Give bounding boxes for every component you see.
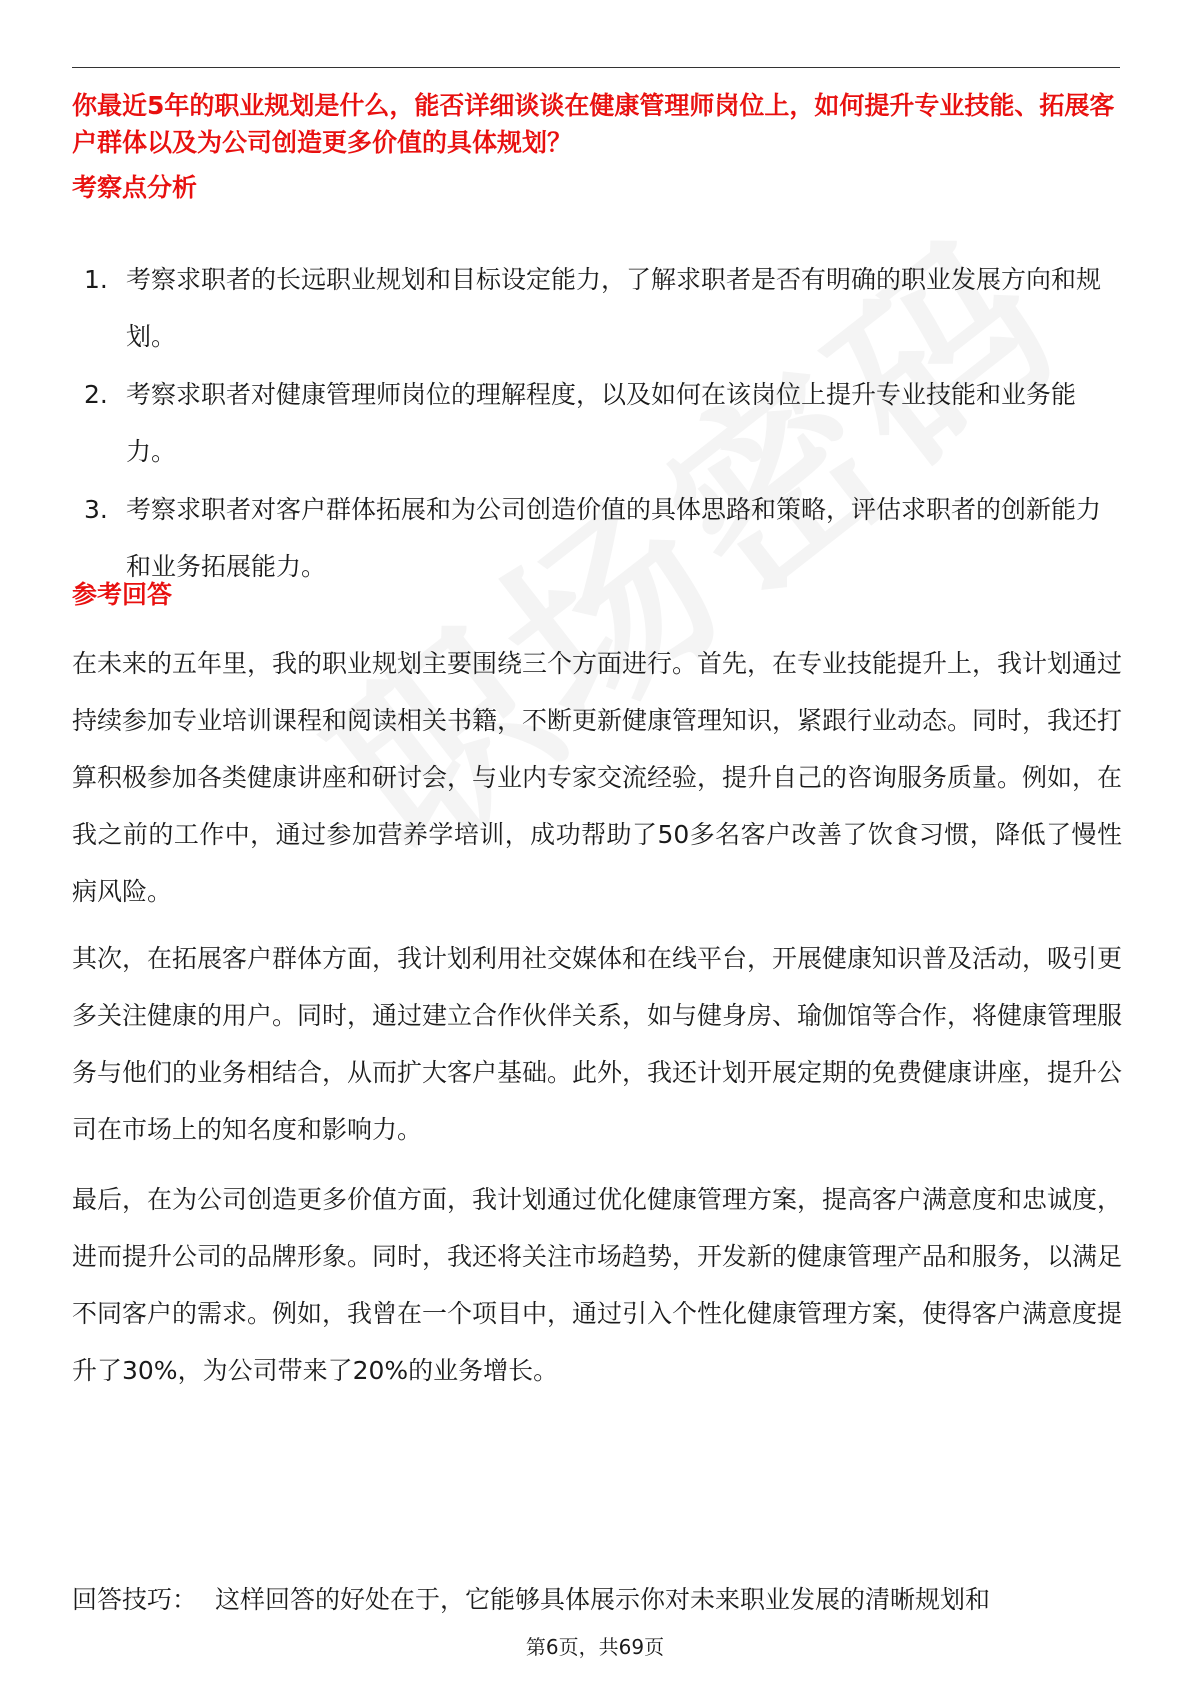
analysis-list xyxy=(84,251,1124,596)
analysis-item xyxy=(84,481,1124,595)
analysis-item-number: 1. xyxy=(84,265,108,294)
answer-paragraph-1: 在未来的五年里，我的职业规划主要围绕三个方面进行。首先，在专业技能提升上，我计划通过持续参加专业培训课程和阅读相关书籍，不断更新健康管理知识，紧跟行业动态。同时，我还打算积极参加各类健康讲座和研讨会，与业内专家交流经验，提升自己的咨询服务质量。例如，在我之前的工作中，通过参加营养学培训，成功帮助了50多名客户改善了饮食习惯，降低了慢性病风险。 xyxy=(72,649,1123,906)
analysis-item xyxy=(84,366,1124,480)
analysis-item-number: 2. xyxy=(84,380,108,409)
analysis-item-text: 考察求职者对健康管理师岗位的理解程度，以及如何在该岗位上提升专业技能和业务能力。 xyxy=(126,380,1077,466)
analysis-heading: 考察点分析 xyxy=(72,173,198,202)
answer-paragraph-3: 最后，在为公司创造更多价值方面，我计划通过优化健康管理方案，提高客户满意度和忠诚度，进而提升公司的品牌形象。同时，我还将关注市场趋势，开发新的健康管理产品和服务，以满足不同客户的需求。例如，我曾在一个项目中，通过引入个性化健康管理方案，使得客户满意度提升了30%，为公司带来了20%的业务增长。 xyxy=(72,1185,1123,1385)
answer-heading: 参考回答 xyxy=(72,580,173,609)
answer-tips xyxy=(72,1583,1122,1617)
analysis-item-text: 考察求职者对客户群体拓展和为公司创造价值的具体思路和策略，评估求职者的创新能力和业务拓展能力。 xyxy=(126,495,1102,581)
analysis-item xyxy=(84,251,1124,365)
page-number: 第6页，共69页 xyxy=(525,1635,665,1659)
interview-question: 你最近5年的职业规划是什么，能否详细谈谈在健康管理师岗位上，如何提升专业技能、拓展客户群体以及为公司创造更多价值的具体规划？ xyxy=(72,91,1115,157)
tips-label: 回答技巧： xyxy=(72,1585,198,1614)
analysis-item-text: 考察求职者的长远职业规划和目标设定能力，了解求职者是否有明确的职业发展方向和规划。 xyxy=(126,265,1102,351)
answer-paragraph-2: 其次，在拓展客户群体方面，我计划利用社交媒体和在线平台，开展健康知识普及活动，吸引更多关注健康的用户。同时，通过建立合作伙伴关系，如与健身房、瑜伽馆等合作，将健康管理服务与他们的业务相结合，从而扩大客户基础。此外，我还计划开展定期的免费健康讲座，提升公司在市场上的知名度和影响力。 xyxy=(72,944,1123,1144)
top-divider xyxy=(72,67,1120,68)
tips-text: 这样回答的好处在于，它能够具体展示你对未来职业发展的清晰规划和 xyxy=(215,1585,991,1614)
analysis-item-number: 3. xyxy=(84,495,108,524)
